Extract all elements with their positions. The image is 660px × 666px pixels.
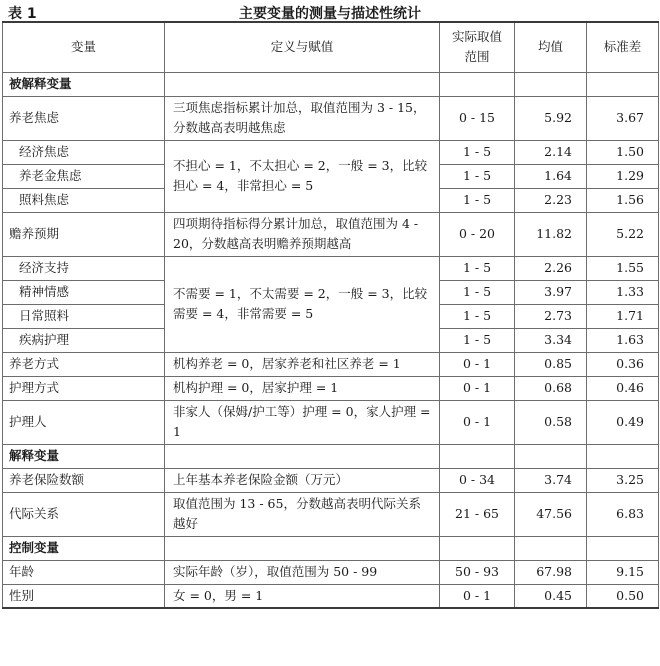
table-row bbox=[3, 468, 659, 492]
variable-range: 0 - 15 bbox=[440, 96, 515, 140]
variable-mean: 2.23 bbox=[515, 188, 587, 212]
variable-mean: 67.98 bbox=[515, 560, 587, 584]
variable-definition: 取值范围为 13 - 65，分数越高表明代际关系越好 bbox=[165, 492, 440, 536]
variable-definition: 三项焦虑指标累计加总，取值范围为 3 - 15，分数越高表明越焦虑 bbox=[165, 96, 440, 140]
variable-mean: 0.85 bbox=[515, 352, 587, 376]
col-header-mean: 均值 bbox=[515, 22, 587, 72]
header-row bbox=[3, 22, 659, 72]
table-row bbox=[3, 584, 659, 608]
variable-name: 日常照料 bbox=[3, 304, 165, 328]
variable-range: 1 - 5 bbox=[440, 280, 515, 304]
table-row bbox=[3, 560, 659, 584]
variable-mean: 0.45 bbox=[515, 584, 587, 608]
variable-sd: 1.71 bbox=[587, 304, 659, 328]
col-header-definition: 定义与赋值 bbox=[165, 22, 440, 72]
variable-definition: 不担心 = 1，不太担心 = 2，一般 = 3，比较担心 = 4，非常担心 = 5 bbox=[165, 140, 440, 212]
variable-mean: 11.82 bbox=[515, 212, 587, 256]
variable-name: 养老保险数额 bbox=[3, 468, 165, 492]
variable-mean: 5.92 bbox=[515, 96, 587, 140]
variable-sd: 0.49 bbox=[587, 400, 659, 444]
variable-sd: 0.36 bbox=[587, 352, 659, 376]
section-label: 被解释变量 bbox=[3, 72, 165, 96]
variable-range: 50 - 93 bbox=[440, 560, 515, 584]
variable-range: 0 - 20 bbox=[440, 212, 515, 256]
variable-name: 赡养预期 bbox=[3, 212, 165, 256]
col-header-range: 实际取值范围 bbox=[440, 22, 515, 72]
variable-sd: 1.29 bbox=[587, 164, 659, 188]
variable-sd: 1.63 bbox=[587, 328, 659, 352]
table-number: 表 1 bbox=[8, 6, 37, 22]
variable-sd: 5.22 bbox=[587, 212, 659, 256]
variable-range: 1 - 5 bbox=[440, 140, 515, 164]
variable-name: 护理人 bbox=[3, 400, 165, 444]
variable-mean: 1.64 bbox=[515, 164, 587, 188]
variable-range: 0 - 1 bbox=[440, 352, 515, 376]
table-row bbox=[3, 492, 659, 536]
variable-range: 0 - 1 bbox=[440, 400, 515, 444]
variable-sd: 6.83 bbox=[587, 492, 659, 536]
variable-name: 护理方式 bbox=[3, 376, 165, 400]
variable-range: 0 - 1 bbox=[440, 376, 515, 400]
table-row bbox=[3, 376, 659, 400]
variable-sd: 1.33 bbox=[587, 280, 659, 304]
variable-name: 年龄 bbox=[3, 560, 165, 584]
variable-name: 经济焦虑 bbox=[3, 140, 165, 164]
variable-range: 1 - 5 bbox=[440, 188, 515, 212]
section-row bbox=[3, 444, 659, 468]
section-label: 解释变量 bbox=[3, 444, 165, 468]
variable-name: 代际关系 bbox=[3, 492, 165, 536]
variable-name: 照料焦虑 bbox=[3, 188, 165, 212]
variable-mean: 3.74 bbox=[515, 468, 587, 492]
variable-name: 经济支持 bbox=[3, 256, 165, 280]
variable-name: 精神情感 bbox=[3, 280, 165, 304]
table-row bbox=[3, 212, 659, 256]
table-row bbox=[3, 96, 659, 140]
variable-mean: 47.56 bbox=[515, 492, 587, 536]
variable-definition: 机构护理 = 0，居家护理 = 1 bbox=[165, 376, 440, 400]
variable-sd: 3.67 bbox=[587, 96, 659, 140]
variable-name: 疾病护理 bbox=[3, 328, 165, 352]
variable-mean: 3.34 bbox=[515, 328, 587, 352]
section-row bbox=[3, 72, 659, 96]
variable-sd: 9.15 bbox=[587, 560, 659, 584]
table-row bbox=[3, 400, 659, 444]
variable-range: 1 - 5 bbox=[440, 328, 515, 352]
variable-name: 性别 bbox=[3, 584, 165, 608]
variable-range: 21 - 65 bbox=[440, 492, 515, 536]
variable-mean: 0.58 bbox=[515, 400, 587, 444]
variable-definition: 实际年龄（岁），取值范围为 50 - 99 bbox=[165, 560, 440, 584]
section-label: 控制变量 bbox=[3, 536, 165, 560]
table-header-bar bbox=[0, 0, 660, 22]
variable-range: 1 - 5 bbox=[440, 256, 515, 280]
section-row bbox=[3, 536, 659, 560]
col-header-sd: 标准差 bbox=[587, 22, 659, 72]
variable-name: 养老焦虑 bbox=[3, 96, 165, 140]
variables-table bbox=[2, 21, 659, 609]
variable-definition: 不需要 = 1，不太需要 = 2，一般 = 3，比较需要 = 4，非常需要 = 5 bbox=[165, 256, 440, 352]
table-title: 主要变量的测量与描述性统计 bbox=[239, 6, 421, 22]
variable-name: 养老方式 bbox=[3, 352, 165, 376]
variable-definition: 四项期待指标得分累计加总，取值范围为 4 - 20，分数越高表明赡养预期越高 bbox=[165, 212, 440, 256]
table-row bbox=[3, 256, 659, 280]
variable-sd: 3.25 bbox=[587, 468, 659, 492]
variable-mean: 3.97 bbox=[515, 280, 587, 304]
variable-sd: 1.50 bbox=[587, 140, 659, 164]
variable-name: 养老金焦虑 bbox=[3, 164, 165, 188]
variable-sd: 1.55 bbox=[587, 256, 659, 280]
variable-definition: 女 = 0，男 = 1 bbox=[165, 584, 440, 608]
variable-sd: 0.50 bbox=[587, 584, 659, 608]
variable-range: 0 - 1 bbox=[440, 584, 515, 608]
variable-mean: 2.14 bbox=[515, 140, 587, 164]
variable-definition: 机构养老 = 0，居家养老和社区养老 = 1 bbox=[165, 352, 440, 376]
col-header-variable: 变量 bbox=[3, 22, 165, 72]
variable-range: 1 - 5 bbox=[440, 164, 515, 188]
variable-mean: 2.26 bbox=[515, 256, 587, 280]
variable-sd: 1.56 bbox=[587, 188, 659, 212]
table-row bbox=[3, 140, 659, 164]
variable-mean: 0.68 bbox=[515, 376, 587, 400]
variable-range: 1 - 5 bbox=[440, 304, 515, 328]
table-row bbox=[3, 352, 659, 376]
variable-sd: 0.46 bbox=[587, 376, 659, 400]
variable-definition: 上年基本养老保险金额（万元） bbox=[165, 468, 440, 492]
variable-definition: 非家人（保姆/护工等）护理 = 0，家人护理 = 1 bbox=[165, 400, 440, 444]
variable-mean: 2.73 bbox=[515, 304, 587, 328]
variable-range: 0 - 34 bbox=[440, 468, 515, 492]
